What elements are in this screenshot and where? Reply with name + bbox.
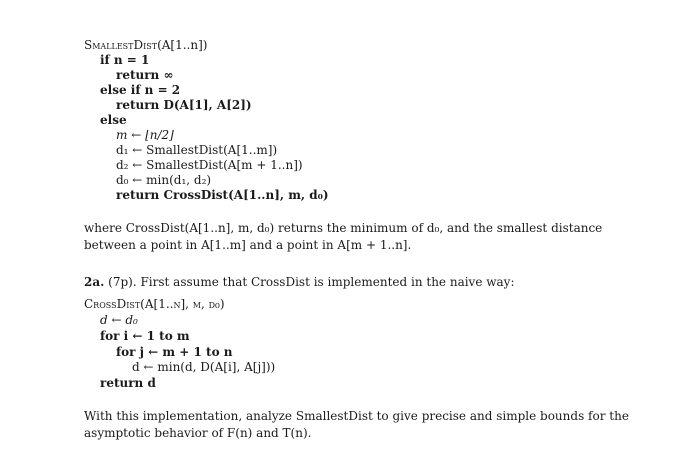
- where-paragraph: where CrossDist(A[1..n], m, d₀) returns the minimum of d₀, and the smallest distance between a point in A[1..m] and a point in A[m + 1..n].: [84, 221, 603, 252]
- algo2-line4: d ← min(d, D(A[i], A[j])): [132, 360, 276, 374]
- question-label: 2a.: [84, 275, 105, 289]
- algo1-line9: d₀ ← min(d₁, d₂): [116, 173, 212, 187]
- algo1-line7: d₁ ← SmallestDist(A[1..m]): [116, 143, 278, 157]
- algo2-line5: return d: [100, 376, 156, 390]
- algo1-line2: return ∞: [116, 68, 174, 82]
- question-2a: [84, 275, 515, 290]
- algo1-signature: [84, 38, 207, 53]
- algo1-line5: else: [100, 113, 127, 127]
- algo1-arg: (A[1..n]): [157, 38, 208, 52]
- algo1-line3: else if n = 2: [100, 83, 181, 97]
- algo2-line2: for i ← 1 to m: [100, 329, 190, 343]
- algo1-line8: d₂ ← SmallestDist(A[m + 1..n]): [116, 158, 303, 172]
- algo1-line1: if n = 1: [100, 53, 150, 67]
- algo2-signature: CrossDist(A[1..n], m, d₀): [84, 297, 225, 311]
- algo2-line3: for j ← m + 1 to n: [116, 345, 233, 359]
- question-text: First assume that CrossDist is implemented in the naive way:: [140, 275, 515, 289]
- algo1-name: SmallestDist: [84, 38, 158, 52]
- algo1-line4: return D(A[1], A[2]): [116, 98, 252, 112]
- algo2-line1: d ← d₀: [100, 313, 138, 327]
- final-paragraph: With this implementation, analyze SmallestDist to give precise and simple bounds for the asymptotic behavior of F(n) and T(n).: [84, 409, 629, 440]
- question-points: (7p).: [108, 275, 137, 289]
- algo1-line6: m ← ⌊n/2⌋: [116, 128, 174, 142]
- algo1-line10: return CrossDist(A[1..n], m, d₀): [116, 188, 329, 202]
